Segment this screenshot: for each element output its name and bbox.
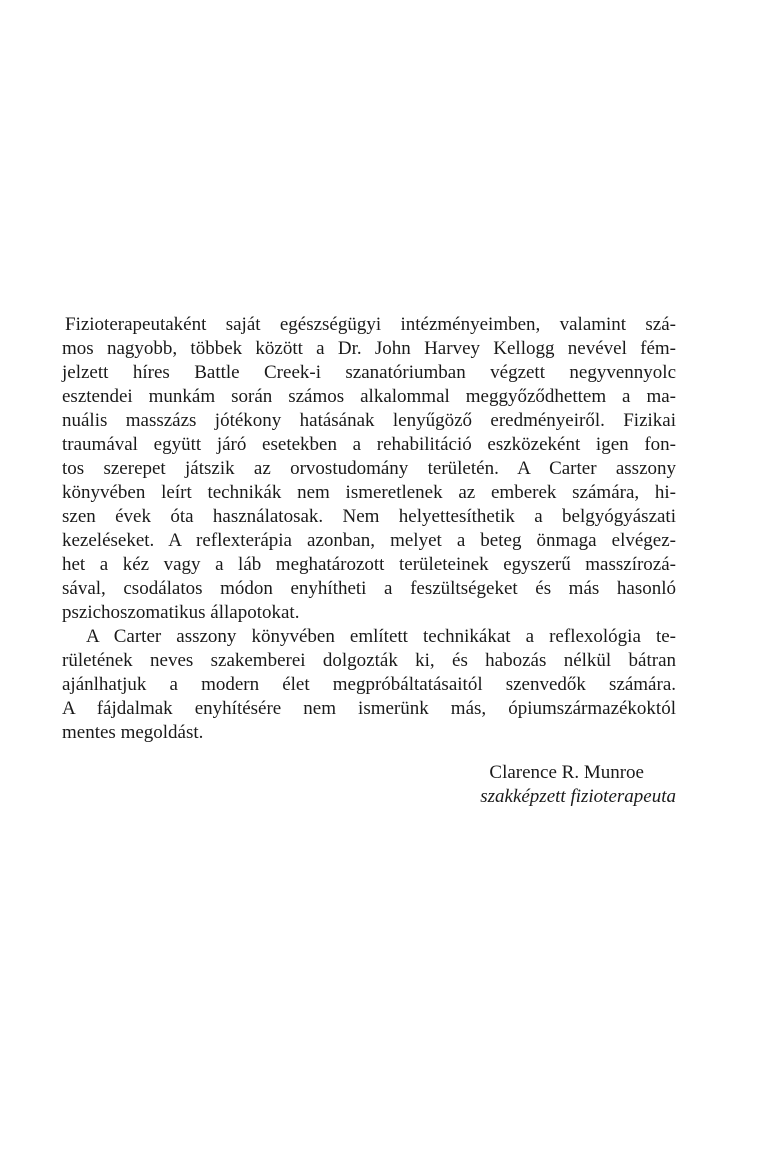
text-line: sával, csodálatos módon enyhítheti a feszültségeket és más hasonló	[62, 578, 676, 599]
text-line: A fájdalmak enyhítésére nem ismerünk más, ópiumszármazékoktól	[62, 698, 676, 719]
text-line: nuális masszázs jótékony hatásának lenyűgöző eredményeiről. Fizikai	[62, 410, 676, 431]
signature-title: szakképzett fizioterapeuta	[480, 786, 676, 807]
text-line: esztendei munkám során számos alkalommal meggyőződhettem a ma-	[62, 386, 676, 407]
text-line: mentes megoldást.	[62, 722, 204, 743]
signature-name: Clarence R. Munroe	[489, 762, 644, 783]
paragraph-1	[62, 313, 676, 625]
text-line: traumával együtt járó esetekben a rehabilitáció eszközeként igen fon-	[62, 434, 676, 455]
document-page	[62, 313, 676, 809]
text-line: het a kéz vagy a láb meghatározott területeinek egyszerű masszírozá-	[62, 554, 676, 575]
text-line: könyvében leírt technikák nem ismeretlenek az emberek számára, hi-	[62, 482, 676, 503]
text-line: rületének neves szakemberei dolgozták ki, és habozás nélkül bátran	[62, 650, 676, 671]
text-line: kezeléseket. A reflexterápia azonban, melyet a beteg önmaga elvégez-	[62, 530, 676, 551]
text-line: pszichoszomatikus állapotokat.	[62, 602, 300, 623]
paragraph-2	[62, 625, 676, 745]
signature-block	[62, 761, 676, 809]
text-line: jelzett híres Battle Creek-i szanatóriumban végzett negyvennyolc	[62, 362, 676, 383]
text-line: szen évek óta használatosak. Nem helyettesíthetik a belgyógyászati	[62, 506, 676, 527]
text-line: Fizioterapeutaként saját egészségügyi intézményeimben, valamint szá-	[65, 314, 676, 335]
text-line: tos szerepet játszik az orvostudomány területén. A Carter asszony	[62, 458, 676, 479]
text-line: A Carter asszony könyvében említett technikákat a reflexológia te-	[86, 626, 676, 647]
text-line: ajánlhatjuk a modern élet megpróbáltatásaitól szenvedők számára.	[62, 674, 676, 695]
text-line: mos nagyobb, többek között a Dr. John Harvey Kellogg nevével fém-	[62, 338, 676, 359]
